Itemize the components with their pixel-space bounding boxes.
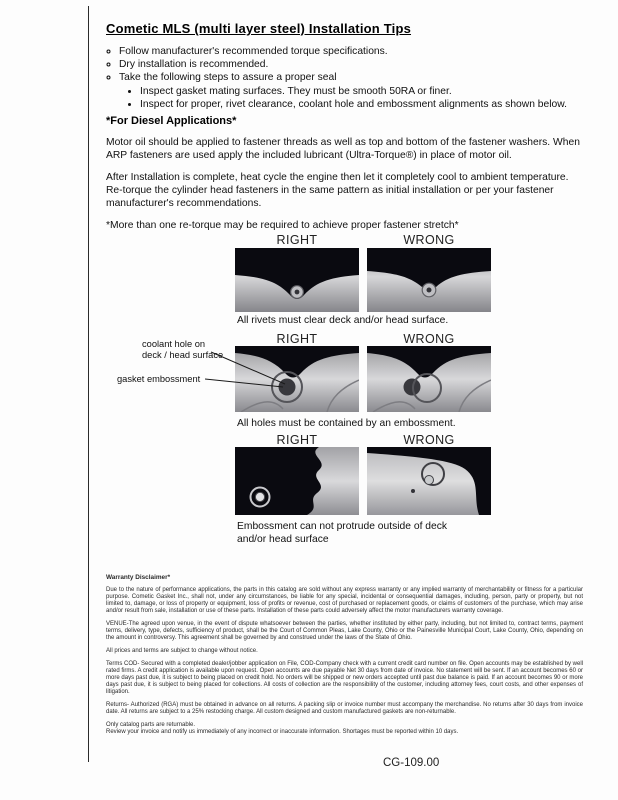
warranty-heading: Warranty Disclaimer* xyxy=(106,574,171,581)
row3-caption: Embossment can not protrude outside of deck and/or head surface xyxy=(237,521,448,545)
legal-paragraph: Returns- Authorized (RGA) must be obtained in advance on all returns. A packing slip or invoice number must accompany the merchandise. No returns after 30 days from invoice date. All returns are subject to a 25% restocking charge. All custom designed and custom manufactured gaskets are non-returnable. xyxy=(106,702,583,715)
diagram-protrusion-right xyxy=(235,447,359,515)
annotation-line: deck / head surface xyxy=(142,349,224,360)
diagram-rivet-wrong xyxy=(367,248,491,312)
row3-wrong-label: WRONG xyxy=(403,433,455,447)
tip-item xyxy=(119,58,578,71)
legal-paragraph: Only catalog parts are returnable. xyxy=(106,722,196,728)
row1-wrong-label: WRONG xyxy=(403,233,455,247)
legal-paragraph: Due to the nature of performance applications, the parts in this catalog are sold without any express warranty or any implied warranty of merchantability or fitness for a particular purpose. Cometic Gasket Inc., shall not, under any circumstances, be liable for any special, incidental or consequential damages, including, person, party or property, but not limited to, damage, or loss of property or equipment, loss of profits or revenue, cost of purchased or replacement goods, or claims of customers of the purchase, which may arise and/or result from sale, installation or use of these parts. Installation of these parts could adversely affect the motor manufacturers warranty coverage. xyxy=(106,587,583,614)
coolant-hole xyxy=(425,476,434,485)
page-title: Cometic MLS (multi layer steel) Installation Tips xyxy=(106,21,412,36)
annotation-pointer-lines xyxy=(205,346,297,394)
tip-text: Follow manufacturer's recommended torque specifications. xyxy=(119,46,388,57)
tip-subitem xyxy=(140,85,578,98)
coolant-hole xyxy=(404,379,421,396)
annotation-line: coolant hole on xyxy=(142,339,206,349)
tip-subtext: Inspect gasket mating surfaces. They must be smooth 50RA or finer. xyxy=(140,85,452,97)
tips-sublist xyxy=(121,85,578,111)
coolant-hole xyxy=(255,492,264,501)
row2-caption: All holes must be contained by an embossment. xyxy=(237,418,456,429)
tip-item xyxy=(119,71,578,111)
diesel-heading: *For Diesel Applications* xyxy=(106,115,237,127)
diesel-paragraph-oil: Motor oil should be applied to fastener threads as well as top and bottom of the fastener washers. When ARP fasteners are used apply the included lubricant (Ultra-Torque®) in place of motor oil. xyxy=(106,137,580,161)
diagram-embossment-wrong xyxy=(367,346,491,412)
retorque-note: *More than one re-torque may be required to achieve proper fastener stretch* xyxy=(106,220,459,231)
legal-paragraph: Review your invoice and notify us immediately of any incorrect or inaccurate information. Shortages must be reported within 10 days. xyxy=(106,729,459,735)
left-border-rule xyxy=(88,6,89,762)
diagram-protrusion-wrong xyxy=(367,447,491,515)
tip-item xyxy=(119,45,578,58)
row1-caption: All rivets must clear deck and/or head surface. xyxy=(237,315,449,326)
row2-wrong-label: WRONG xyxy=(403,332,455,346)
tip-subtext: Inspect for proper, rivet clearance, coolant hole and embossment alignments as shown below. xyxy=(140,98,567,110)
legal-paragraph: Terms COD- Secured with a completed dealer/jobber application on File, COD-Company check with a current credit card number on file. Open accounts may be established by well rated firms. A credit application is available upon request. Open accounts are due payable Net 30 days from date of invoice. No statement will be sent. If an account becomes 60 or more days past due, it is subject to being placed on credit hold. No orders will be shipped or new orders accepted until past due balance is paid. If an account becomes 90 or more days past due, it is subject to being placed for collections. All costs of collection are the responsibility of the customer, including attorney fees, court costs, and other expenses of litigation. xyxy=(106,661,583,695)
diesel-section xyxy=(106,115,584,232)
legal-paragraph: All prices and terms are subject to change without notice. xyxy=(106,648,258,654)
row2-right-label: RIGHT xyxy=(276,332,318,346)
tip-subitem xyxy=(140,98,578,111)
tip-text: Dry installation is recommended. xyxy=(119,59,269,71)
row3-right-label: RIGHT xyxy=(276,433,318,447)
gasket-embossment-annotation: gasket embossment xyxy=(117,374,201,384)
page-code: CG-109.00 xyxy=(383,757,440,769)
legal-section xyxy=(106,574,583,736)
legal-paragraph: VENUE-The agreed upon venue, in the event of dispute whatsoever between the parties, whether instituted by either party, including, but not limited to, contract terms, payment terms, delivery, type, defects, sufficiency of product, shall be the Court of Common Pleas, Lake County, Ohio or the Painesville Municipal Court, Lake County, Ohio, depending on the amount in controversy. This agreement shall be governed by and construed under the laws of the State of Ohio. xyxy=(106,621,583,641)
tip-text: Take the following steps to assure a proper seal xyxy=(119,72,337,84)
diagram-rivet-right xyxy=(235,248,359,312)
tips-list xyxy=(108,45,578,111)
installation-tips-section xyxy=(108,45,578,111)
diesel-paragraph-retorque: After Installation is complete, heat cycle the engine then let it completely cool to ambient temperature. Re-torque the cylinder head fasteners in the same pattern as initial installation or per your fastener manufacturer's recommendations. xyxy=(106,172,569,209)
row1-right-label: RIGHT xyxy=(276,233,318,247)
